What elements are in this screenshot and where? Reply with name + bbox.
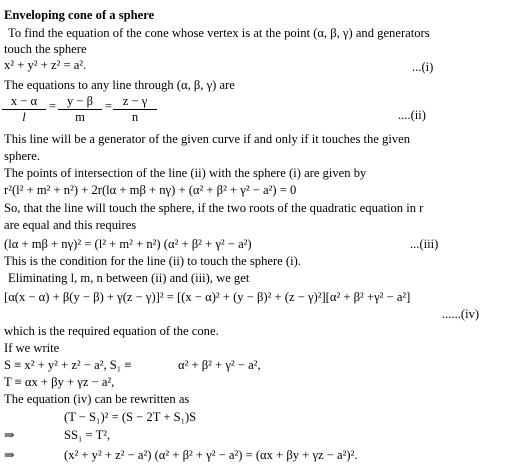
fraction-z: [113, 95, 157, 124]
definition-s1: α² + β² + γ² − a²,: [178, 358, 261, 372]
condition-equation: (lα + mβ + nγ)² = (l² + m² + n²) (α² + β² + γ² − a²): [4, 237, 252, 251]
fraction-x-numerator: x − α: [2, 95, 46, 110]
line-through-point-text: The equations to any line through (α, β, γ) are: [4, 78, 235, 92]
definition-t: T ≡ αx + βy + γz − a²,: [4, 375, 115, 389]
rewritten-equation: (T − S₁)² = (S − 2T + S₁)S: [64, 410, 197, 424]
generator-condition-line-1: [4, 132, 509, 146]
simplified-equation: SS₁ = T²,: [64, 428, 111, 442]
fraction-z-numerator: z − γ: [113, 95, 157, 110]
required-equation-text: which is the required equation of the cone.: [4, 324, 219, 338]
condition-text: This is the condition for the line (ii) to touch the sphere (i).: [4, 254, 301, 268]
intersection-text: The points of intersection of the line (ii) with the sphere (i) are given by: [4, 166, 367, 180]
equals-sign-2: =: [105, 99, 113, 113]
final-cone-equation: (x² + y² + z² − a²) (α² + β² + γ² − a²) = (αx + βy + γz − a²)².: [64, 448, 358, 462]
equation-label-ii: ....(ii): [398, 108, 426, 122]
fraction-x: [2, 95, 46, 124]
implies-arrow-1: ⇒: [4, 428, 15, 442]
generator-condition-text: This line will be a generator of the given curve if and only if it touches the given: [4, 132, 411, 146]
if-we-write-text: If we write: [4, 341, 60, 355]
intro-line-1: To find the equation of the cone whose vertex is at the point (α, β, γ) and generators: [8, 26, 430, 40]
sphere-equation: x² + y² + z² = a².: [4, 58, 87, 72]
generator-condition-line-2: sphere.: [4, 149, 41, 163]
tangency-text-line-2: are equal and this requires: [4, 218, 137, 232]
section-heading: Enveloping cone of a sphere: [4, 8, 155, 22]
fraction-x-denominator: l: [22, 110, 26, 124]
fraction-y: [58, 95, 102, 124]
equation-label-iv: ......(iv): [442, 307, 480, 321]
rewrite-text: The equation (iv) can be rewritten as: [4, 392, 190, 406]
equation-label-iii: ...(iii): [410, 237, 439, 251]
eliminating-text: Eliminating l, m, n between (ii) and (iii), we get: [8, 271, 250, 285]
implies-arrow-2: ⇒: [4, 448, 15, 462]
fraction-z-denominator: n: [131, 110, 139, 124]
intro-line-2: touch the sphere: [4, 42, 87, 56]
equation-label-i: ...(i): [412, 60, 434, 74]
quadratic-equation: r²(l² + m² + n²) + 2r(lα + mβ + nγ) + (α² + β² + γ² − a²) = 0: [4, 183, 297, 197]
definition-s: S ≡ x² + y² + z² − a², S₁ ≡: [4, 358, 132, 372]
equals-sign-1: =: [49, 99, 57, 113]
fraction-y-numerator: y − β: [58, 95, 102, 110]
tangency-text-line-1: So, that the line will touch the sphere, if the two roots of the quadratic equation in r: [4, 201, 424, 215]
fraction-y-denominator: m: [75, 110, 85, 124]
cone-equation: [α(x − α) + β(y − β) + γ(z − γ)]² = [(x − α)² + (y − β)² + (z − γ)²][α² + β² +γ² − a²]: [4, 290, 411, 304]
